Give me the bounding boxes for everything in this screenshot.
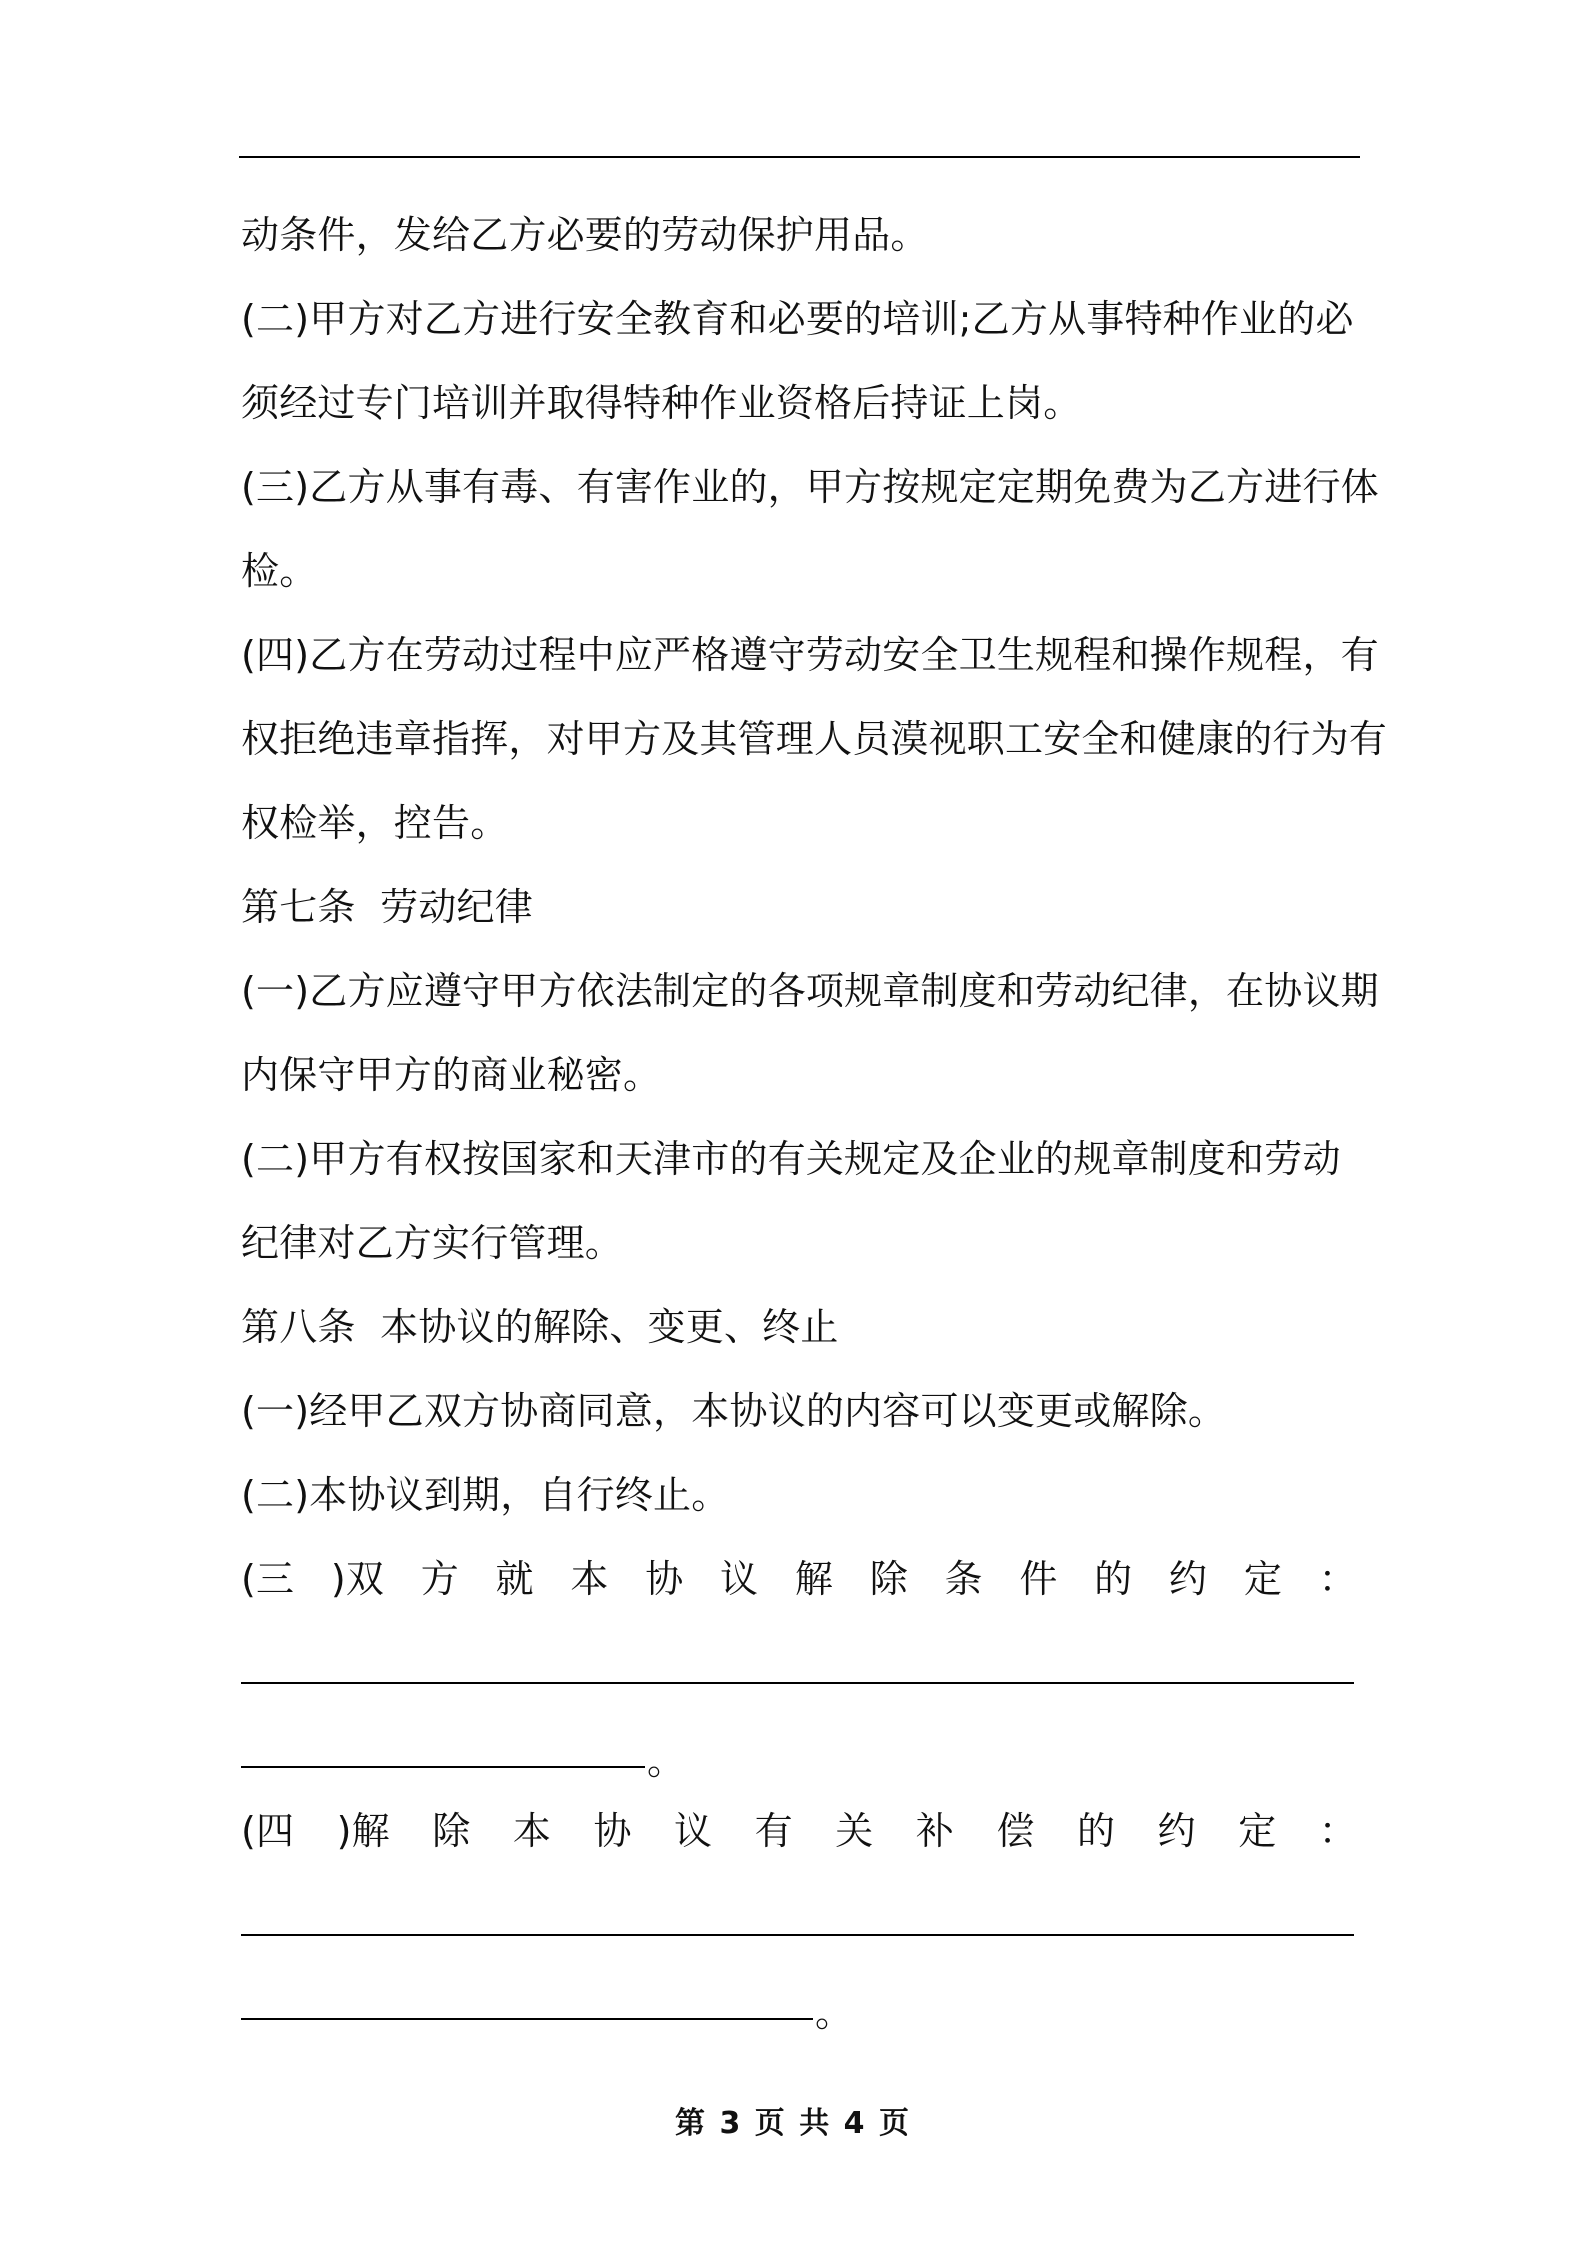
clause-char: 定 — [1238, 1809, 1277, 1853]
text-line: (一)经甲乙双方协商同意，本协议的内容可以变更或解除。 — [241, 1389, 1227, 1433]
fill-blank-row — [241, 1630, 1359, 1714]
fill-blank-row — [241, 1882, 1359, 1966]
page-number-footer: 第 3 页 共 4 页 — [675, 2106, 911, 2141]
clause-char: ： — [1318, 1557, 1357, 1601]
clause-char: 除 — [869, 1557, 908, 1601]
clause-char: ： — [1318, 1809, 1357, 1853]
text-line: (二)甲方有权按国家和天津市的有关规定及企业的规章制度和劳动 — [241, 1137, 1341, 1181]
clause-char: 方 — [420, 1557, 459, 1601]
clause-char: (三 — [241, 1557, 295, 1601]
clause-char: 除 — [432, 1809, 471, 1853]
clause-char: 本 — [512, 1809, 552, 1853]
text-line: (二)甲方对乙方进行安全教育和必要的培训;乙方从事特种作业的必 — [241, 297, 1354, 341]
article-heading: 第七条 劳动纪律 — [241, 885, 533, 929]
period-mark: 。 — [647, 1739, 686, 1783]
text-line: (四)乙方在劳动过程中应严格遵守劳动安全卫生规程和操作规程，有 — [241, 633, 1379, 677]
clause-char: 就 — [495, 1557, 534, 1601]
clause-char: )解 — [336, 1809, 390, 1853]
text-line: 检。 — [241, 549, 318, 593]
clause-char: 条 — [944, 1557, 983, 1601]
fill-blank-line[interactable] — [241, 2018, 813, 2020]
clause-char: 约 — [1157, 1809, 1196, 1853]
clause-char: 有 — [754, 1809, 793, 1853]
clause-char: 约 — [1169, 1557, 1208, 1601]
fill-blank-row — [241, 1966, 1359, 2050]
clause-char: )双 — [330, 1557, 385, 1601]
clause-char: 议 — [674, 1809, 713, 1853]
clause-char: 定 — [1243, 1557, 1283, 1601]
clause-char: 协 — [593, 1809, 632, 1853]
clause-char: 本 — [570, 1557, 609, 1601]
period-mark: 。 — [815, 1991, 854, 2035]
header-rule — [239, 156, 1360, 158]
fill-blank-line[interactable] — [241, 1682, 1354, 1684]
clause-char: (四 — [241, 1809, 295, 1853]
clause-char: 的 — [1094, 1557, 1133, 1601]
clause-termination-compensation — [241, 1798, 1357, 1882]
text-line: (一)乙方应遵守甲方依法制定的各项规章制度和劳动纪律，在协议期 — [241, 969, 1379, 1013]
text-line: (二)本协议到期，自行终止。 — [241, 1473, 730, 1517]
text-line: 权拒绝违章指挥，对甲方及其管理人员漠视职工安全和健康的行为有 — [241, 717, 1388, 761]
text-line: 须经过专门培训并取得特种作业资格后持证上岗。 — [241, 381, 1082, 425]
text-line: 权检举，控告。 — [241, 801, 509, 845]
clause-char: 件 — [1019, 1557, 1058, 1601]
text-line: 动条件，发给乙方必要的劳动保护用品。 — [241, 213, 929, 257]
text-line: 纪律对乙方实行管理。 — [241, 1221, 624, 1265]
clause-char: 的 — [1077, 1809, 1116, 1853]
clause-char: 关 — [835, 1809, 874, 1853]
clause-char: 补 — [915, 1809, 955, 1853]
clause-char: 解 — [794, 1557, 834, 1601]
article-heading: 第八条 本协议的解除、变更、终止 — [241, 1305, 839, 1349]
text-line: 内保守甲方的商业秘密。 — [241, 1053, 662, 1097]
fill-blank-row — [241, 1714, 1359, 1798]
fill-blank-line[interactable] — [241, 1934, 1354, 1936]
clause-termination-conditions — [241, 1546, 1357, 1630]
document-body — [241, 202, 1388, 2050]
clause-char: 协 — [645, 1557, 684, 1601]
fill-blank-line[interactable] — [241, 1766, 645, 1768]
clause-char: 偿 — [996, 1809, 1035, 1853]
clause-char: 议 — [720, 1557, 759, 1601]
text-line: (三)乙方从事有毒、有害作业的，甲方按规定定期免费为乙方进行体 — [241, 465, 1379, 509]
